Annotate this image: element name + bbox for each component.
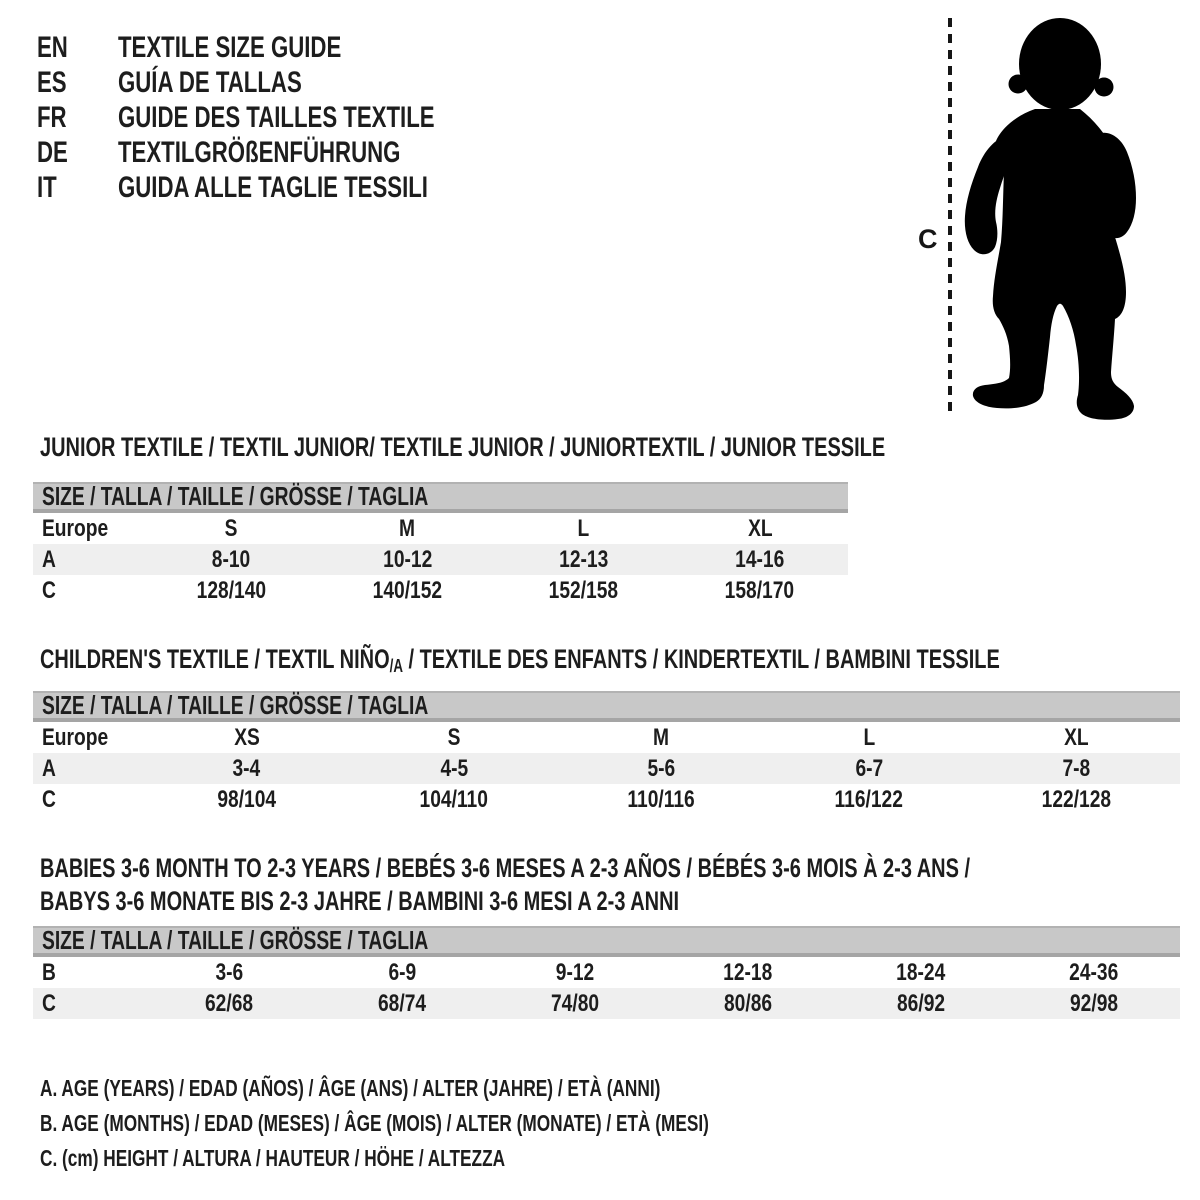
size-header-bar: SIZE / TALLA / TAILLE / GRÖSSE / TAGLIA — [33, 691, 1180, 722]
size-header-bar: SIZE / TALLA / TAILLE / GRÖSSE / TAGLIA — [33, 482, 848, 513]
table-row — [33, 575, 848, 606]
row-label-cell: C — [42, 577, 56, 604]
table-cell: 18-24 — [896, 959, 946, 986]
table-cell: 116/122 — [834, 786, 904, 813]
table-cell: 8-10 — [211, 546, 251, 573]
table-cell: 140/152 — [372, 577, 443, 604]
table-row — [33, 988, 1180, 1019]
table-cell: 12-13 — [559, 546, 609, 573]
babies-size-table — [33, 926, 1180, 1019]
language-title: TEXTILE SIZE GUIDE — [118, 31, 342, 64]
toddler-silhouette — [965, 18, 1136, 420]
height-label: C — [918, 224, 938, 254]
table-cell: 74/80 — [551, 990, 600, 1017]
table-cell: S — [447, 724, 461, 751]
silhouette-ear-right — [1095, 78, 1114, 97]
table-cell: 62/68 — [205, 990, 254, 1017]
language-code: EN — [37, 31, 68, 64]
language-list — [37, 30, 546, 205]
row-label-cell: A — [42, 546, 56, 573]
language-code: FR — [37, 101, 67, 134]
table-cell: 68/74 — [378, 990, 427, 1017]
language-code: IT — [37, 171, 57, 204]
legend-line-a: A. AGE (YEARS) / EDAD (AÑOS) / ÂGE (ANS) / ALTER (JAHRE) / ETÀ (ANNI) — [40, 1075, 661, 1101]
table-cell: XL — [747, 515, 773, 542]
row-label-cell: A — [42, 755, 56, 782]
silhouette-head — [1019, 18, 1101, 110]
children-section-title: CHILDREN'S TEXTILE / TEXTIL NIÑO/A / TEXTILE DES ENFANTS / KINDERTEXTIL / BAMBINI TESSILE — [40, 644, 1000, 676]
language-title: GUIDA ALLE TAGLIE TESSILI — [118, 171, 428, 204]
table-row — [33, 753, 1180, 784]
row-label-cell: C — [42, 786, 56, 813]
table-cell: 122/128 — [1041, 786, 1111, 813]
silhouette-ear-left — [1009, 75, 1028, 94]
table-cell: 86/92 — [896, 990, 945, 1017]
table-cell: 12-18 — [723, 959, 773, 986]
table-cell: 152/158 — [548, 577, 619, 604]
table-cell: 128/140 — [196, 577, 266, 604]
language-code: ES — [37, 66, 67, 99]
table-cell: L — [577, 515, 590, 542]
row-label-cell: Europe — [42, 515, 109, 542]
table-cell: M — [399, 515, 416, 542]
junior-size-table — [33, 482, 848, 606]
table-cell: 104/110 — [419, 786, 489, 813]
table-cell: 6-9 — [388, 959, 417, 986]
row-label-cell: C — [42, 990, 56, 1017]
language-row-fr — [37, 100, 546, 135]
table-cell: 7-8 — [1062, 755, 1091, 782]
table-cell: M — [653, 724, 670, 751]
table-row — [33, 957, 1180, 988]
table-row — [33, 513, 848, 544]
table-cell: 98/104 — [217, 786, 277, 813]
language-row-de — [37, 135, 546, 170]
language-title: GUÍA DE TALLAS — [118, 66, 302, 99]
legend-line-c: C. (cm) HEIGHT / ALTURA / HAUTEUR / HÖHE / ALTEZZA — [40, 1145, 506, 1171]
language-row-en — [37, 30, 546, 65]
babies-section-title: BABIES 3-6 MONTH TO 2-3 YEARS / BEBÉS 3-6 MESES A 2-3 AÑOS / BÉBÉS 3-6 MOIS À 2-3 ANS / BABYS 3-6 MONATE BIS 2-3 JAHRE / BAMBINI 3-6 MESI A 2-3 ANNI — [40, 853, 971, 916]
measuring-figure — [898, 8, 1180, 428]
junior-section-title: JUNIOR TEXTILE / TEXTIL JUNIOR/ TEXTILE JUNIOR / JUNIORTEXTIL / JUNIOR TESSILE — [40, 432, 886, 462]
children-size-table — [33, 691, 1180, 815]
row-label-cell: Europe — [42, 724, 109, 751]
table-cell: 5-6 — [647, 755, 676, 782]
table-cell: 24-36 — [1069, 959, 1119, 986]
size-header-bar: SIZE / TALLA / TAILLE / GRÖSSE / TAGLIA — [33, 926, 1180, 957]
language-title: TEXTILGRÖßENFÜHRUNG — [118, 136, 401, 169]
table-cell: 4-5 — [440, 755, 468, 782]
table-row — [33, 722, 1180, 753]
table-cell: XS — [233, 724, 260, 751]
row-label-cell: B — [42, 959, 56, 986]
table-cell: 92/98 — [1069, 990, 1118, 1017]
title-subscript: /A — [389, 656, 403, 676]
legend-line-b: B. AGE (MONTHS) / EDAD (MESES) / ÂGE (MOIS) / ALTER (MONATE) / ETÀ (MESI) — [40, 1110, 709, 1136]
language-row-es — [37, 65, 546, 100]
table-cell: 10-12 — [382, 546, 432, 573]
language-code: DE — [37, 136, 68, 169]
table-cell: 9-12 — [555, 959, 595, 986]
table-cell: XL — [1064, 724, 1089, 751]
table-cell: 80/86 — [723, 990, 772, 1017]
table-cell: 3-6 — [215, 959, 244, 986]
table-cell: S — [224, 515, 238, 542]
table-cell: 3-4 — [232, 755, 261, 782]
measurement-legend — [40, 1071, 932, 1176]
table-cell: 110/116 — [627, 786, 696, 813]
table-cell: 14-16 — [735, 546, 785, 573]
table-row — [33, 784, 1180, 815]
table-cell: L — [863, 724, 875, 751]
language-row-it — [37, 170, 546, 205]
language-title: GUIDE DES TAILLES TEXTILE — [118, 101, 435, 134]
table-row — [33, 544, 848, 575]
table-cell: 158/170 — [725, 577, 795, 604]
table-cell: 6-7 — [855, 755, 883, 782]
